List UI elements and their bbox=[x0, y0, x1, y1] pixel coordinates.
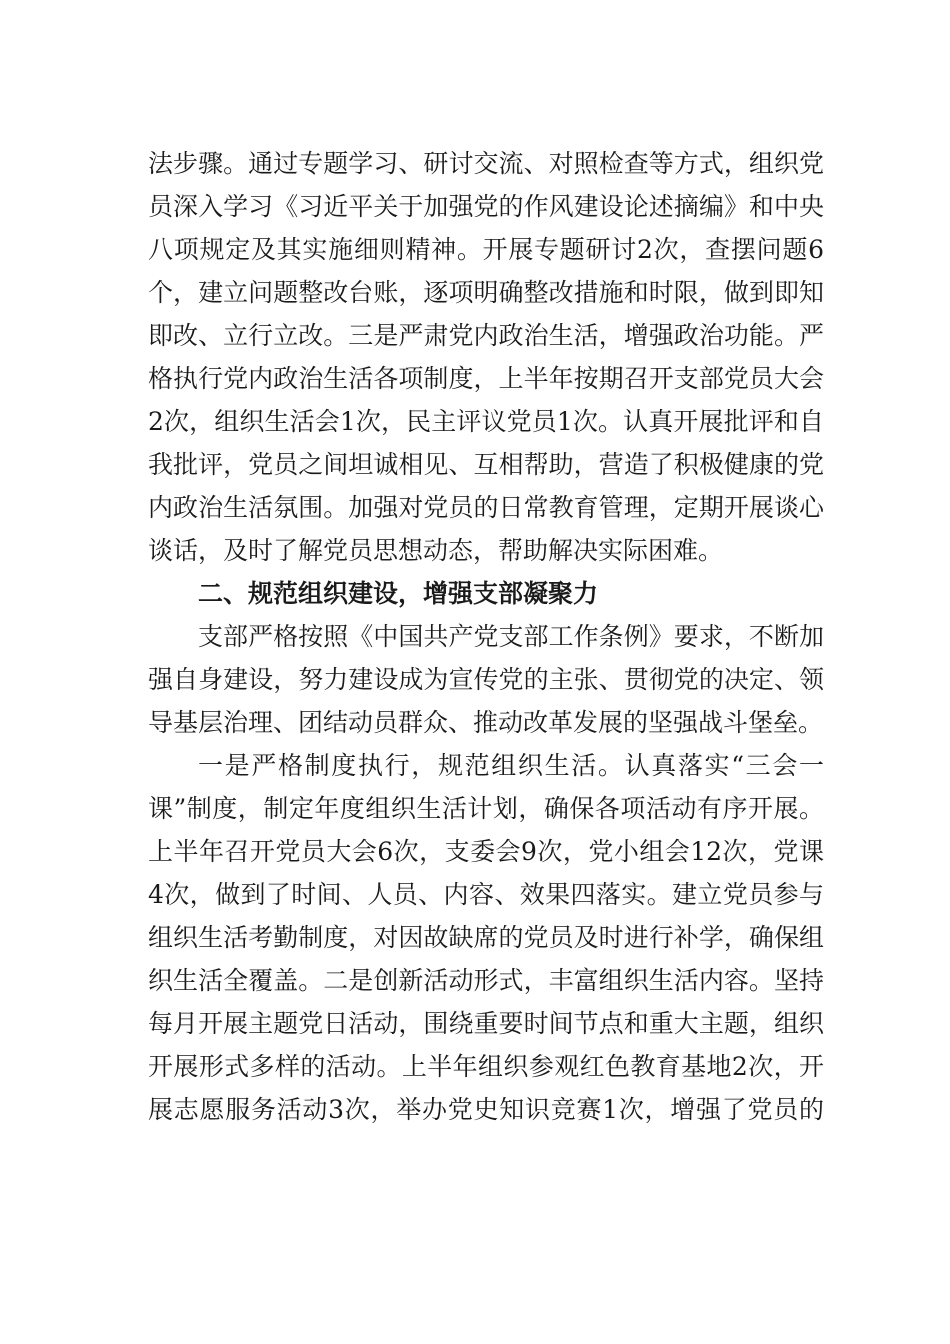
body-line: 即改、立行立改。三是严肃党内政治生活，增强政治功能。严 bbox=[148, 321, 824, 350]
body-line: 内政治生活氛围。加强对党员的日常教育管理，定期开展谈心 bbox=[148, 493, 824, 522]
body-line: 组织生活考勤制度，对因故缺席的党员及时进行补学，确保组 bbox=[148, 923, 824, 952]
body-line: 4次，做到了时间、人员、内容、效果四落实。建立党员参与 bbox=[148, 880, 824, 909]
body-line: 法步骤。通过专题学习、研讨交流、对照检查等方式，组织党 bbox=[148, 149, 824, 178]
body-line: 课”制度，制定年度组织生活计划，确保各项活动有序开展。 bbox=[148, 794, 824, 823]
body-line: 谈话，及时了解党员思想动态，帮助解决实际困难。 bbox=[148, 536, 724, 565]
body-line: 展志愿服务活动3次，举办党史知识竞赛1次，增强了党员的 bbox=[148, 1095, 824, 1124]
body-line: 2次，组织生活会1次，民主评议党员1次。认真开展批评和自 bbox=[148, 407, 824, 436]
body-line: 支部严格按照《中国共产党支部工作条例》要求，不断加 bbox=[198, 622, 824, 651]
body-line: 个，建立问题整改台账，逐项明确整改措施和时限，做到即知 bbox=[148, 278, 824, 307]
body-line: 一是严格制度执行，规范组织生活。认真落实“三会一 bbox=[198, 751, 824, 780]
body-line: 每月开展主题党日活动，围绕重要时间节点和重大主题，组织 bbox=[148, 1009, 824, 1038]
document-body bbox=[148, 142, 824, 1131]
body-line: 八项规定及其实施细则精神。开展专题研讨2次，查摆问题6 bbox=[148, 235, 824, 264]
body-line: 格执行党内政治生活各项制度，上半年按期召开支部党员大会 bbox=[148, 364, 824, 393]
body-line: 上半年召开党员大会6次，支委会9次，党小组会12次，党课 bbox=[148, 837, 824, 866]
body-line: 强自身建设，努力建设成为宣传党的主张、贯彻党的决定、领 bbox=[148, 665, 824, 694]
body-line: 我批评，党员之间坦诚相见、互相帮助，营造了积极健康的党 bbox=[148, 450, 824, 479]
body-line: 织生活全覆盖。二是创新活动形式，丰富组织生活内容。坚持 bbox=[148, 966, 824, 995]
section-heading: 二、规范组织建设，增强支部凝聚力 bbox=[198, 579, 599, 608]
body-line: 开展形式多样的活动。上半年组织参观红色教育基地2次，开 bbox=[148, 1052, 824, 1081]
body-line: 导基层治理、团结动员群众、推动改革发展的坚强战斗堡垒。 bbox=[148, 708, 824, 737]
body-line: 员深入学习《习近平关于加强党的作风建设论述摘编》和中央 bbox=[148, 192, 824, 221]
